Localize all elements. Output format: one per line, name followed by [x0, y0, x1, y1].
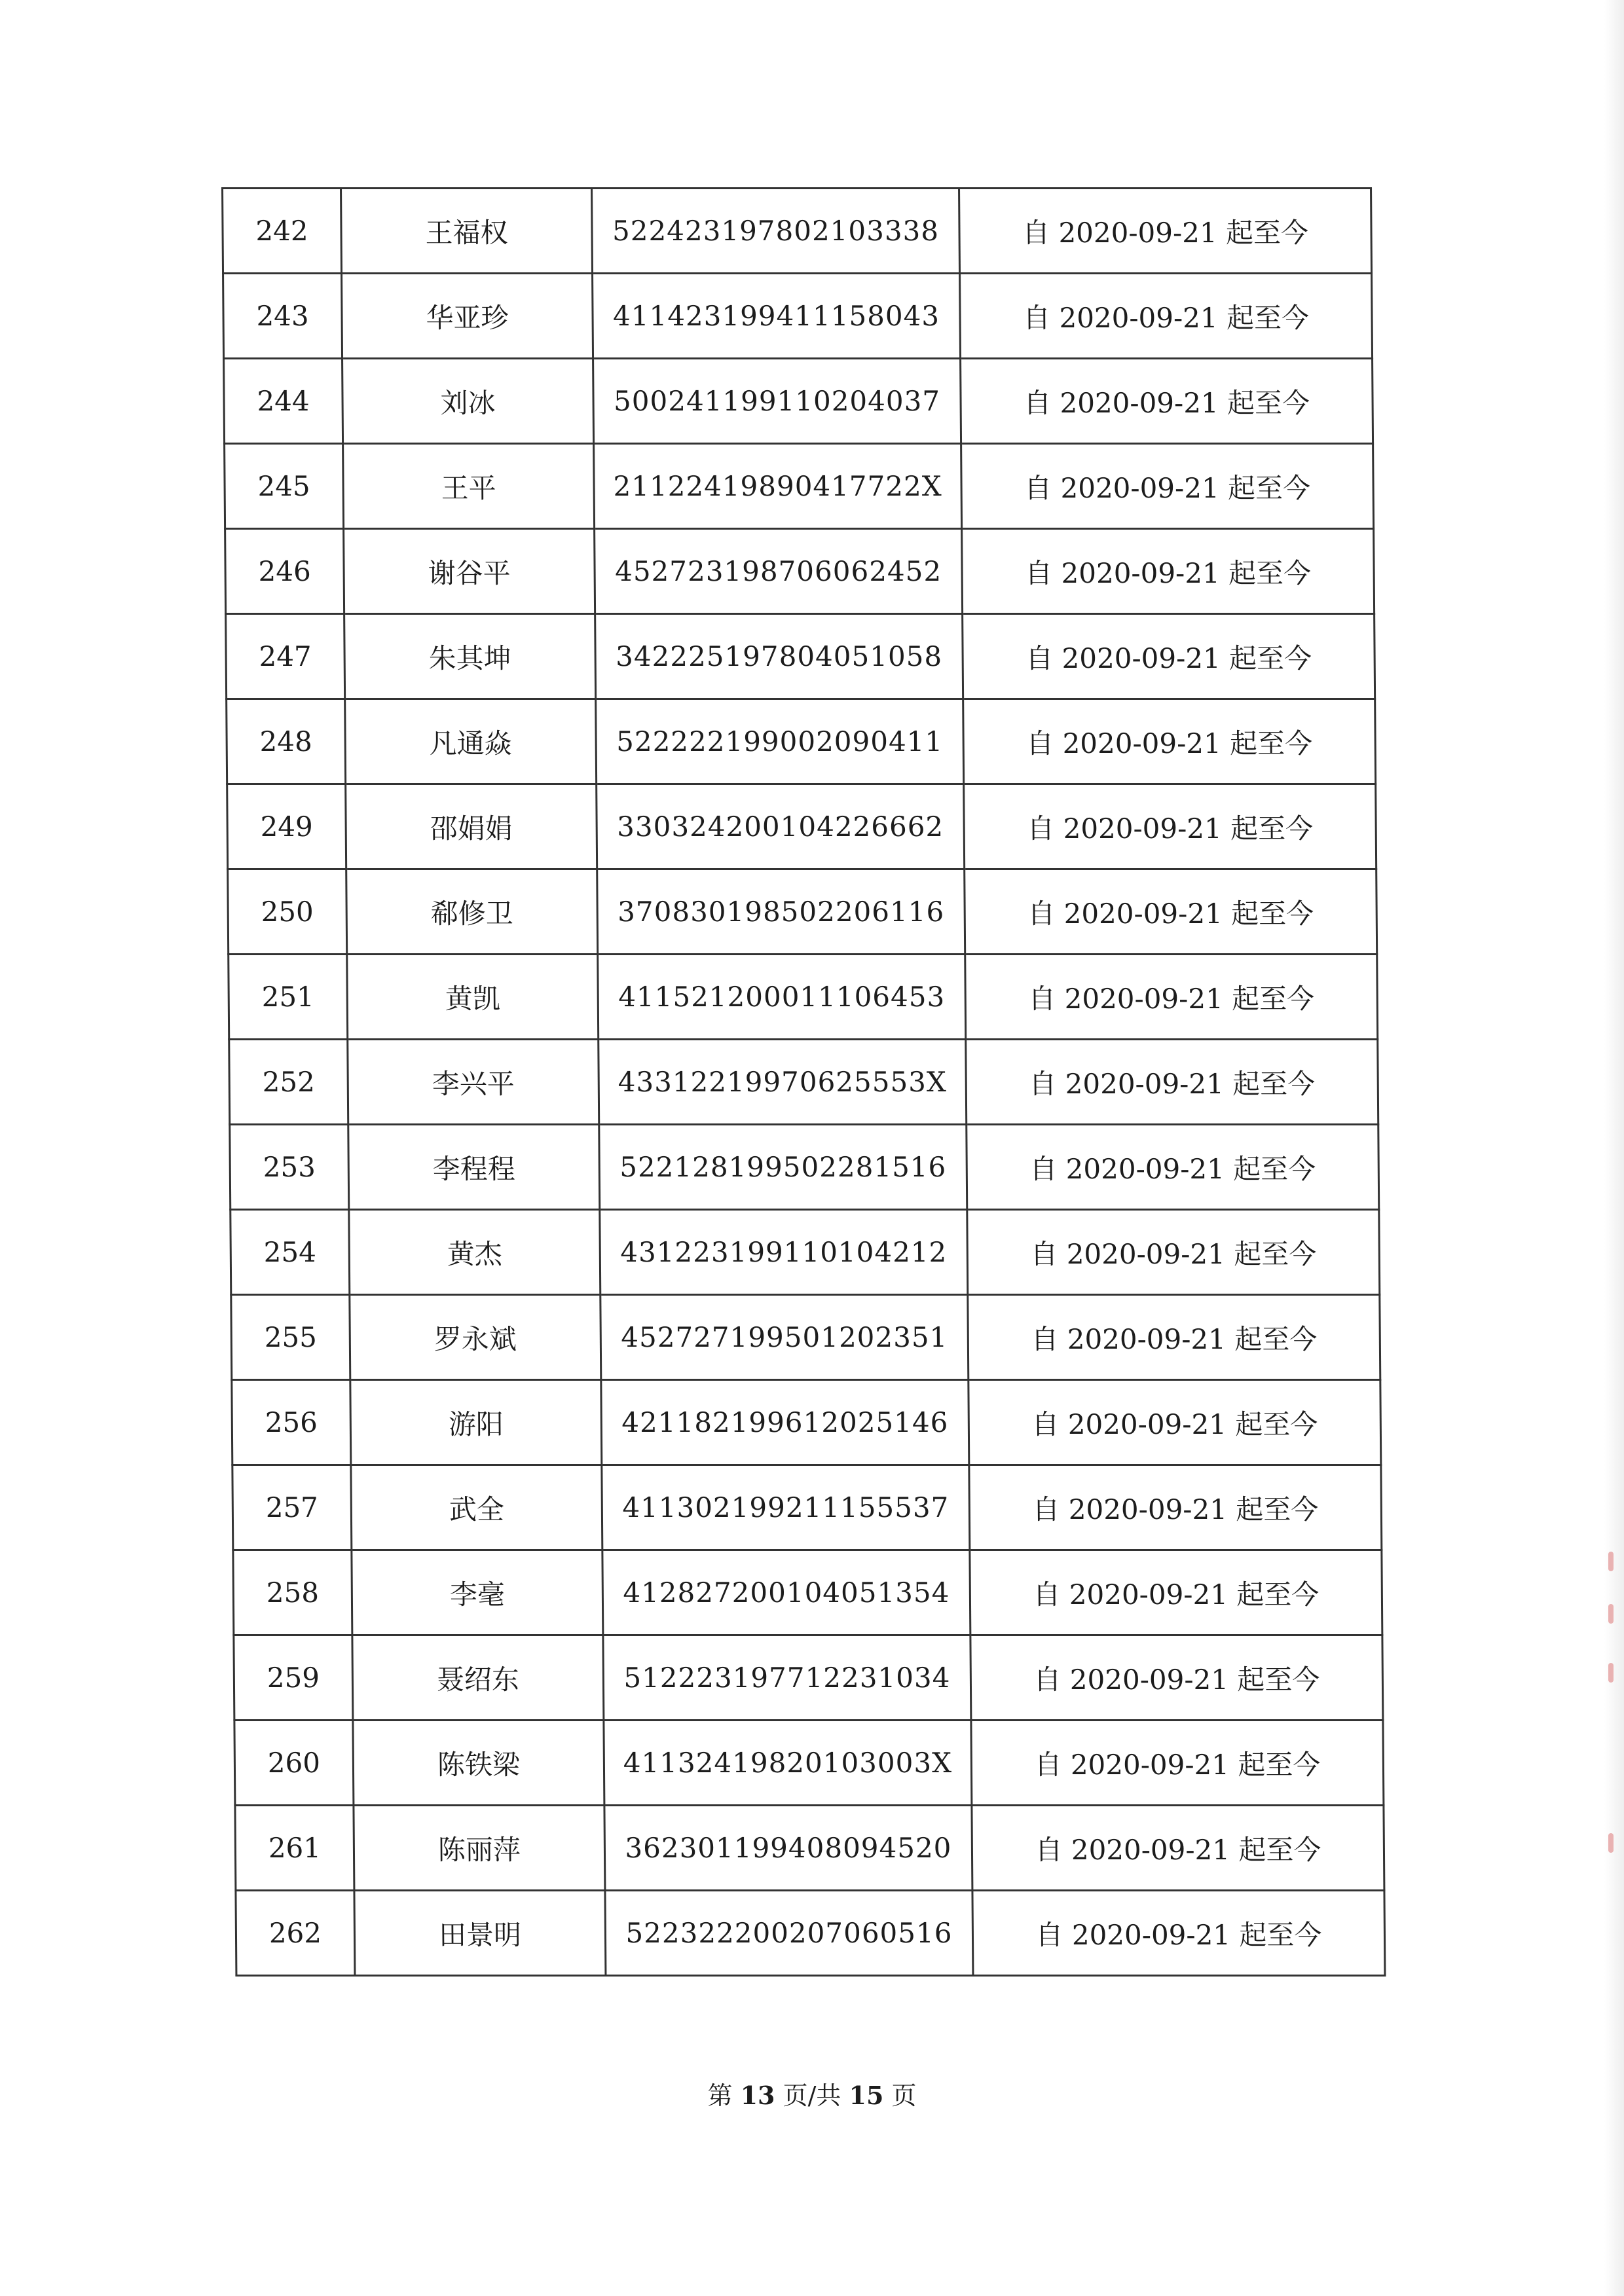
id-number: 21122419890417722X	[594, 444, 962, 529]
table-row	[233, 1550, 1382, 1635]
row-number: 249	[227, 784, 346, 869]
roster-table	[221, 187, 1386, 1977]
table-row	[228, 869, 1377, 955]
row-number: 260	[234, 1721, 354, 1806]
person-name: 华亚珍	[342, 274, 593, 359]
person-name: 邵娟娟	[346, 784, 597, 869]
id-number: 362301199408094520	[604, 1806, 972, 1891]
person-name: 王平	[343, 444, 595, 529]
person-name: 凡通焱	[345, 699, 597, 784]
row-number: 245	[225, 444, 344, 529]
row-number: 253	[230, 1125, 349, 1210]
table-row	[231, 1210, 1380, 1295]
valid-period: 自 2020-09-21 起至今	[960, 274, 1373, 359]
table-row	[235, 1806, 1384, 1891]
table-row	[234, 1635, 1383, 1721]
valid-period: 自 2020-09-21 起至今	[961, 444, 1374, 529]
id-number: 370830198502206116	[597, 869, 965, 955]
table-row	[227, 699, 1376, 784]
row-number: 255	[231, 1295, 350, 1380]
footer-prefix: 第	[707, 2081, 733, 2110]
id-number: 500241199110204037	[593, 359, 961, 444]
table-row	[225, 529, 1375, 614]
id-number: 411302199211155537	[602, 1465, 970, 1550]
person-name: 田景明	[354, 1891, 606, 1976]
id-number: 411423199411158043	[593, 274, 961, 359]
id-number: 512223197712231034	[603, 1635, 971, 1721]
row-number: 252	[229, 1040, 348, 1125]
valid-period: 自 2020-09-21 起至今	[962, 529, 1375, 614]
row-number: 259	[234, 1635, 353, 1721]
id-number: 452727199501202351	[600, 1295, 969, 1380]
valid-period: 自 2020-09-21 起至今	[964, 784, 1376, 869]
id-number: 431223199110104212	[600, 1210, 968, 1295]
person-name: 郗修卫	[346, 869, 598, 955]
row-number: 246	[225, 529, 344, 614]
valid-period: 自 2020-09-21 起至今	[966, 1040, 1378, 1125]
id-number: 522322200207060516	[605, 1891, 973, 1976]
valid-period: 自 2020-09-21 起至今	[969, 1380, 1381, 1465]
row-number: 254	[231, 1210, 350, 1295]
valid-period: 自 2020-09-21 起至今	[970, 1635, 1383, 1721]
person-name: 李程程	[348, 1125, 600, 1210]
page-edge	[1604, 0, 1624, 2296]
id-number: 43312219970625553X	[599, 1040, 967, 1125]
row-number: 256	[232, 1380, 351, 1465]
table-row	[230, 1125, 1379, 1210]
person-name: 陈铁梁	[353, 1721, 604, 1806]
row-number: 251	[229, 955, 348, 1040]
person-name: 黄杰	[349, 1210, 600, 1295]
seal-edge-mark	[1608, 1604, 1614, 1624]
id-number: 411521200011106453	[598, 955, 966, 1040]
table-row	[227, 784, 1376, 869]
table-row	[231, 1295, 1380, 1380]
row-number: 258	[233, 1550, 352, 1635]
person-name: 罗永斌	[350, 1295, 601, 1380]
table-row	[232, 1380, 1381, 1465]
person-name: 刘冰	[342, 359, 594, 444]
table-row	[224, 359, 1373, 444]
footer-middle: 页/共	[783, 2081, 841, 2110]
person-name: 谢谷平	[344, 529, 595, 614]
person-name: 李毫	[352, 1550, 603, 1635]
seal-edge-mark	[1608, 1663, 1614, 1683]
row-number: 257	[232, 1465, 352, 1550]
id-number: 342225197804051058	[595, 614, 963, 699]
person-name: 游阳	[350, 1380, 602, 1465]
table-row	[236, 1891, 1385, 1976]
row-number: 244	[224, 359, 343, 444]
row-number: 261	[235, 1806, 354, 1891]
table-row	[229, 1040, 1378, 1125]
id-number: 41132419820103003X	[604, 1721, 972, 1806]
current-page-number: 13	[740, 2081, 775, 2110]
table-row	[223, 189, 1372, 274]
valid-period: 自 2020-09-21 起至今	[965, 955, 1378, 1040]
table-row	[225, 444, 1374, 529]
row-number: 250	[228, 869, 347, 955]
person-name: 李兴平	[348, 1040, 599, 1125]
row-number: 247	[226, 614, 345, 699]
row-number: 242	[223, 189, 342, 274]
footer-suffix: 页	[891, 2081, 917, 2110]
table-row	[223, 274, 1373, 359]
valid-period: 自 2020-09-21 起至今	[971, 1721, 1384, 1806]
person-name: 武全	[351, 1465, 602, 1550]
id-number: 412827200104051354	[602, 1550, 970, 1635]
id-number: 522128199502281516	[599, 1125, 967, 1210]
valid-period: 自 2020-09-21 起至今	[969, 1465, 1382, 1550]
person-name: 朱其坤	[344, 614, 596, 699]
valid-period: 自 2020-09-21 起至今	[961, 359, 1373, 444]
valid-period: 自 2020-09-21 起至今	[972, 1891, 1385, 1976]
table-row	[234, 1721, 1384, 1806]
page-footer	[0, 2075, 1624, 2111]
row-number: 248	[227, 699, 346, 784]
valid-period: 自 2020-09-21 起至今	[970, 1550, 1382, 1635]
table-row	[226, 614, 1375, 699]
valid-period: 自 2020-09-21 起至今	[963, 614, 1375, 699]
person-name: 聂绍东	[352, 1635, 604, 1721]
id-number: 421182199612025146	[601, 1380, 969, 1465]
id-number: 330324200104226662	[597, 784, 965, 869]
id-number: 522222199002090411	[596, 699, 964, 784]
valid-period: 自 2020-09-21 起至今	[968, 1295, 1380, 1380]
person-name: 黄凯	[347, 955, 599, 1040]
valid-period: 自 2020-09-21 起至今	[959, 189, 1372, 274]
seal-edge-mark	[1608, 1552, 1614, 1571]
total-page-number: 15	[849, 2081, 884, 2110]
id-number: 522423197802103338	[592, 189, 960, 274]
valid-period: 自 2020-09-21 起至今	[967, 1125, 1379, 1210]
seal-edge-mark	[1608, 1833, 1614, 1853]
valid-period: 自 2020-09-21 起至今	[972, 1806, 1384, 1891]
person-name: 王福权	[341, 189, 593, 274]
valid-period: 自 2020-09-21 起至今	[963, 699, 1376, 784]
row-number: 262	[236, 1891, 355, 1976]
valid-period: 自 2020-09-21 起至今	[965, 869, 1377, 955]
roster-table-body	[223, 189, 1385, 1976]
table-row	[232, 1465, 1382, 1550]
row-number: 243	[223, 274, 342, 359]
person-name: 陈丽萍	[354, 1806, 605, 1891]
valid-period: 自 2020-09-21 起至今	[967, 1210, 1380, 1295]
table-row	[229, 955, 1378, 1040]
id-number: 452723198706062452	[595, 529, 963, 614]
